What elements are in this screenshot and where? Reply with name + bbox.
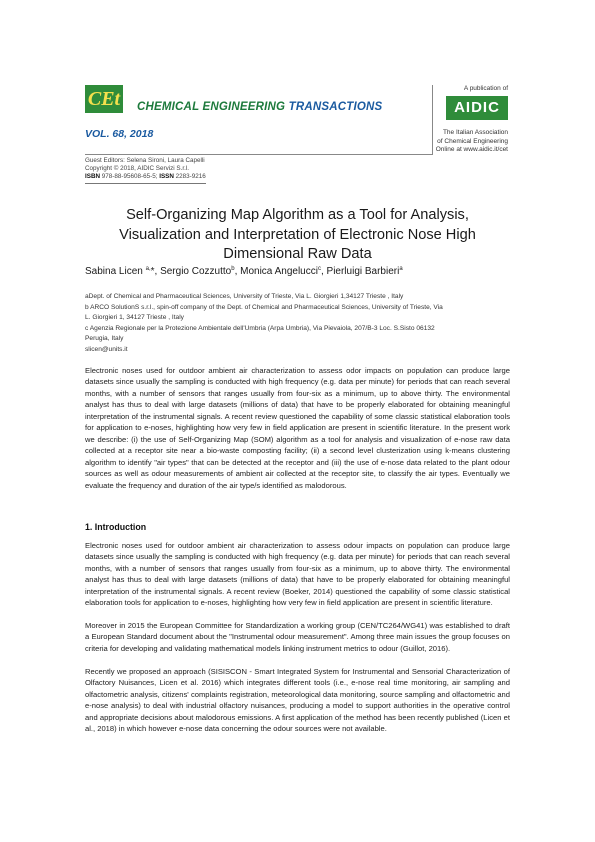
journal-name-part2: TRANSACTIONS xyxy=(285,101,383,113)
intro-paragraph-2: Moreover in 2015 the European Committee for Standardization a working group (CEN/TC264/WG41) was established to draft a European Standard document about the "Instrumental odour measurement". Among three main issues the group focuses on criteria for developing and validating mathematical models linking instrument metrics to odour (Guillot, 2016). xyxy=(85,621,510,653)
affiliation-c-line1: c Agenzia Regionale per la Protezione Ambientale dell'Umbria (Arpa Umbria), Via Pievaiola, 207/B-3 Loc. S.Sisto 06132 xyxy=(85,324,435,332)
title-line3: Dimensional Raw Data xyxy=(223,246,372,262)
publication-label: A publication of xyxy=(463,85,508,92)
publisher-logo: AIDIC xyxy=(446,96,508,120)
publisher-line1: The Italian Association xyxy=(442,129,508,136)
title-line2: Visualization and Interpretation of Electronic Nose High xyxy=(119,226,476,243)
author-list: Sabina Licen $^{a,}$*, Sergio Cozzutto$^b$, Monica Angelucci$^c$, Pierluigi Barbieri$^a$ xyxy=(85,266,403,277)
affiliation-a: aDept. of Chemical and Pharmaceutical Sciences, University of Trieste, Via L. Giorgieri 1,34127 Trieste , Italy xyxy=(85,293,404,300)
corresponding-email[interactable]: slicen@units.it xyxy=(85,345,128,353)
affiliation-b-line1: b ARCO SolutionS s.r.l., spin-off company of the Dept. of Chemical and Pharmaceutical Sciences, University of Trieste, Via xyxy=(85,303,443,311)
paper-title xyxy=(90,206,505,265)
journal-logo: CEt xyxy=(85,85,123,113)
intro-paragraph-1: Electronic noses used for outdoor ambient air characterization to assess odour impacts on population can produce large datasets since usually the sampling is conducted with high frequency (e.g. data per minute) for periods that can reach several months, with a number of sensors that ranges usually from four-six as a minimum, up to above thirty. The environmental analyst has thus to deal with large datasets (millions of data) that have to be properly elaborated for obtaining meaningful interpretation of the instrumental signals. A recent review (Boeker, 2014) questioned the capability of some classic statistical elaboration tools for application to e-noses, highlighting how very few in field application are present in scientific literature. xyxy=(85,541,510,608)
paper-meta xyxy=(85,157,206,184)
journal-name-part1: CHEMICAL ENGINEERING xyxy=(137,101,286,113)
volume-label: VOL. 68, 2018 xyxy=(85,128,154,140)
intro-paragraph-3: Recently we proposed an approach (SISISCON - Smart Integrated System for Instrumental and Sensorial Characterization of Olfactory Nuisances, Licen et al. 2016) which integrates different tools (i.e., e-nose real time monitoring, air sampling and olfactometric analysis, citizens' complaints registration, meteorological data monitoring, source sampling and olfactometric and e-nose analysis) to deal with industrial olfactory nuisances, producing a model to support authorities in the operative control and appropriate decisions about malodorous emissions. A first application of the method has been recently published (Licen et al., 2018) in which however e-nose data concerning the odour sources were not available. xyxy=(85,667,510,734)
header-horizontal-divider xyxy=(85,154,433,155)
abstract-text: Electronic noses used for outdoor ambient air characterization to assess odor impacts on population can produce large datasets since usually the sampling is conducted with high frequency (e.g. data per minute) for periods that can reach several months, with a number of sensors that ranges usually from four-six as a minimum, up to above thirty. The environmental analyst has thus to deal with large datasets (millions of data) that have to be properly elaborated for obtaining meaningful interpretation of the instrumental signals. A recent review questioned the capability of some classic statistical elaboration tools for application to e-noses, highlighting how very few in field application are present in scientific literature. In the present work we describe: (i) the use of Self-Organizing Map (SOM) algorithm as a tool for analysis and visualization of e-nose raw data collected at a receptor site near a bio-waste composting facility; (ii) a second level clusterization using k-means clustering algorithm to identify "air types" that can be detected at the receptor and (iii) the use of e-nose data related to the plant odour sources as well as odour measurements of ambient air collected at the receptor site, to classify the air types. Eventually we evaluate the frequency and duration of the air type/s identified as malodorous. xyxy=(85,366,510,490)
section-heading-introduction: 1. Introduction xyxy=(85,522,147,532)
title-line1: Self-Organizing Map Algorithm as a Tool for Analysis, xyxy=(126,207,469,223)
affiliation-b-line2: L. Giorgieri 1, 34127 Trieste , Italy xyxy=(85,314,184,321)
isbn-issn: ISBN 978-88-95608-65-5; ISSN 2283-9216 xyxy=(85,173,206,183)
publisher-line2: of Chemical Engineering xyxy=(437,137,508,145)
copyright: Copyright © 2018, AIDIC Servizi S.r.l. xyxy=(85,165,190,173)
affiliation-c-line2: Perugia, Italy xyxy=(85,335,124,342)
guest-editors: Guest Editors: Selena Sironi, Laura Capelli xyxy=(85,157,205,164)
publisher-info xyxy=(420,129,508,155)
publisher-line3: Online at www.aidic.it/cet xyxy=(435,146,508,153)
journal-name xyxy=(137,101,382,113)
